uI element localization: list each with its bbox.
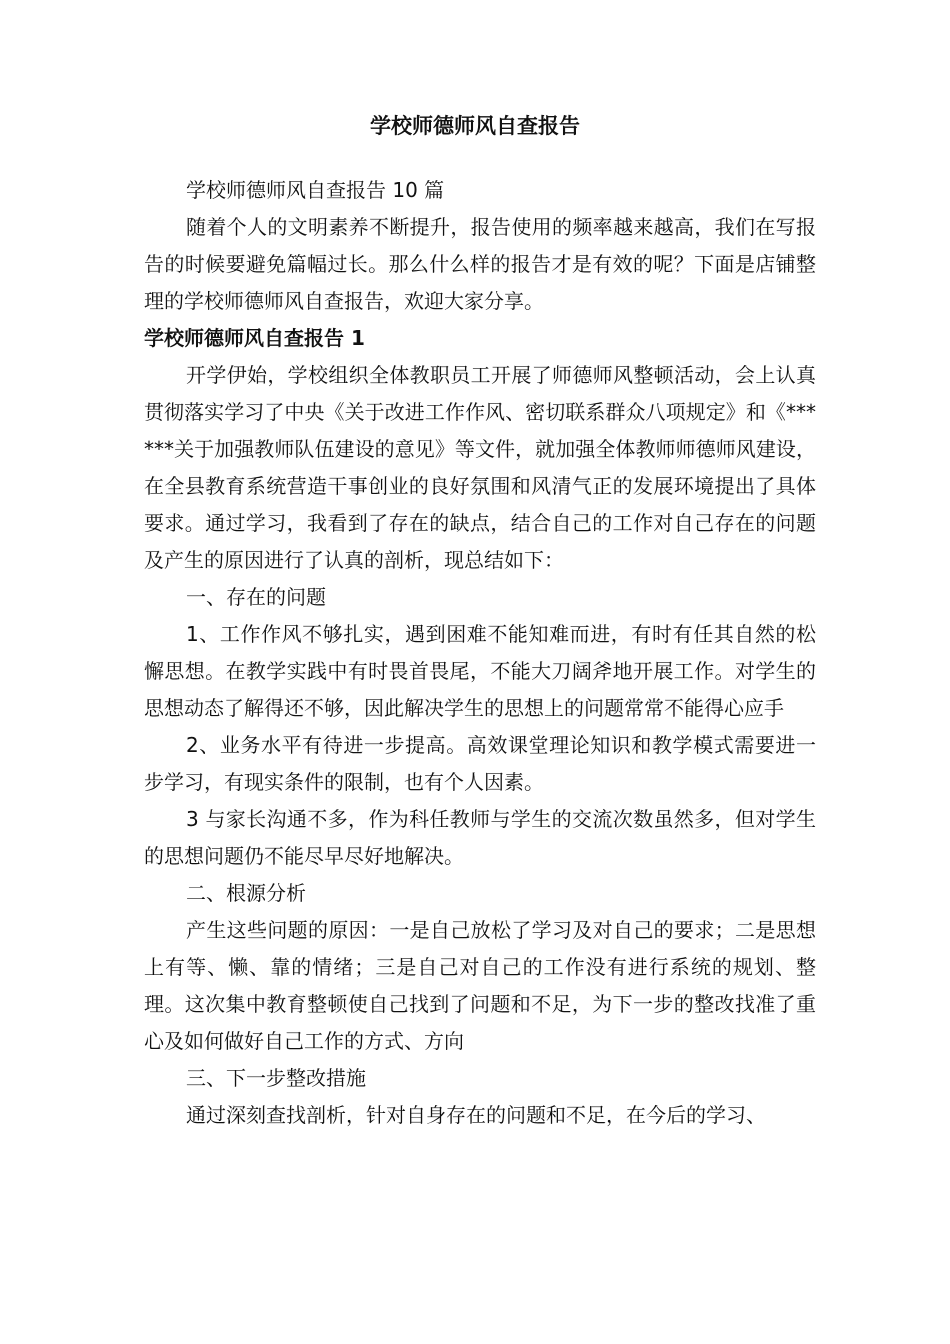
body-paragraph: 2、业务水平有待进一步提高。高效课堂理论知识和教学模式需要进一步学习，有现实条件的限制，也有个人因素。 [144, 733, 816, 794]
subheading-analysis: 二、根源分析 [186, 881, 306, 905]
section-heading: 学校师德师风自查报告 1 [144, 326, 365, 350]
document-title: 学校师德师风自查报告 [370, 114, 580, 138]
body-paragraph: 通过深刻查找剖析，针对自身存在的问题和不足，在今后的学习、 [186, 1103, 766, 1127]
intro-paragraph: 随着个人的文明素养不断提升，报告使用的频率越来越高，我们在写报告的时候要避免篇幅过长。那么什么样的报告才是有效的呢？下面是店铺整理的学校师德师风自查报告，欢迎大家分享。 [144, 215, 816, 313]
subheading-measures: 三、下一步整改措施 [186, 1066, 366, 1090]
body-paragraph: 3 与家长沟通不多，作为科任教师与学生的交流次数虽然多，但对学生的思想问题仍不能尽早尽好地解决。 [144, 807, 816, 868]
subtitle-paragraph: 学校师德师风自查报告 10 篇 [186, 178, 445, 202]
subheading-problems: 一、存在的问题 [186, 585, 326, 609]
body-paragraph: 开学伊始，学校组织全体教职员工开展了师德师风整顿活动，会上认真贯彻落实学习了中央《关于改进工作作风、密切联系群众八项规定》和《******关于加强教师队伍建设的意见》等文件，就加强全体教师师德师风建设，在全县教育系统营造干事创业的良好氛围和风清气正的发展环境提出了具体要求。通过学习，我看到了存在的缺点，结合自己的工作对自己存在的问题及产生的原因进行了认真的剖析，现总结如下： [144, 363, 816, 572]
body-paragraph: 产生这些问题的原因：一是自己放松了学习及对自己的要求；二是思想上有等、懒、靠的情绪；三是自己对自己的工作没有进行系统的规划、整理。这次集中教育整顿使自己找到了问题和不足，为下一步的整改找准了重心及如何做好自己工作的方式、方向 [144, 918, 816, 1053]
body-paragraph: 1、工作作风不够扎实，遇到困难不能知难而进，有时有任其自然的松懈思想。在教学实践中有时畏首畏尾，不能大刀阔斧地开展工作。对学生的思想动态了解得还不够，因此解决学生的思想上的问题常常不能得心应手 [144, 622, 816, 720]
document-body [144, 172, 816, 1134]
